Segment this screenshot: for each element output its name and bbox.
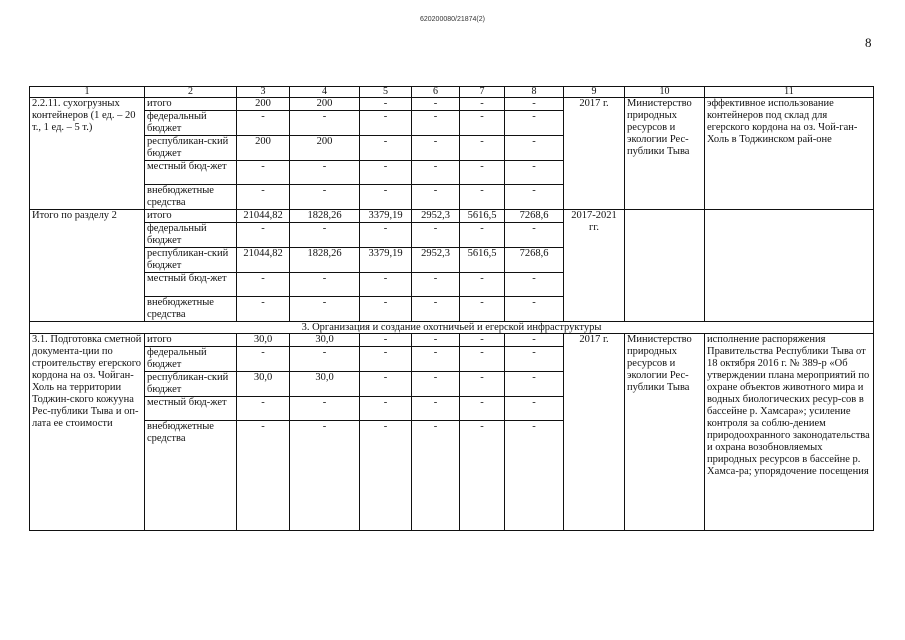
measure-name-cell: 2.2.11. сухогрузных контейнеров (1 ед. – 20 т., 1 ед. – 5 т.) (30, 98, 145, 210)
table-row (30, 334, 874, 347)
amount-cell: - (412, 185, 460, 210)
amount-cell: - (360, 334, 412, 347)
amount-cell: - (460, 297, 505, 322)
amount-cell: - (460, 161, 505, 185)
amount-cell: - (505, 98, 564, 111)
amount-cell: - (505, 372, 564, 397)
amount-cell: - (360, 98, 412, 111)
amount-cell: - (505, 397, 564, 421)
amount-cell: 30,0 (290, 334, 360, 347)
amount-cell: - (290, 421, 360, 531)
amount-cell: - (360, 161, 412, 185)
amount-cell: - (460, 421, 505, 531)
amount-cell: 30,0 (290, 372, 360, 397)
amount-cell: - (290, 111, 360, 136)
amount-cell: - (412, 98, 460, 111)
column-header: 5 (360, 87, 412, 98)
amount-cell: - (412, 223, 460, 248)
amount-cell: - (237, 111, 290, 136)
column-header: 2 (145, 87, 237, 98)
executor-cell: Министерство природных ресурсов и экологии Рес-публики Тыва (625, 98, 705, 210)
amount-cell: - (360, 397, 412, 421)
amount-cell: - (412, 297, 460, 322)
amount-cell: - (505, 273, 564, 297)
amount-cell: 2952,3 (412, 248, 460, 273)
amount-cell: - (360, 347, 412, 372)
amount-cell: 3379,19 (360, 248, 412, 273)
amount-cell: - (412, 347, 460, 372)
amount-cell: 5616,5 (460, 248, 505, 273)
amount-cell: - (412, 372, 460, 397)
amount-cell: - (360, 136, 412, 161)
result-cell: исполнение распоряжения Правительства Республики Тыва от 18 октября 2016 г. № 389-р «Об утверждении плана мероприятий по охране объектов животного мира и водных биологических ресур-сов в бассейне р. Хамсара»; усиление контроля за соблю-дением природоохранного законодательства и охрана возобновляемых природных ресурсов в бассейне р. Хамса-ра; упорядочение посещения (705, 334, 874, 531)
amount-cell: - (460, 372, 505, 397)
amount-cell: - (505, 161, 564, 185)
amount-cell: 1828,26 (290, 210, 360, 223)
amount-cell: 200 (237, 98, 290, 111)
amount-cell: - (237, 185, 290, 210)
funding-source-cell: внебюджетные средства (145, 185, 237, 210)
funding-source-cell: федеральный бюджет (145, 347, 237, 372)
column-header: 6 (412, 87, 460, 98)
section-title: 3. Организация и создание охотничьей и егерской инфраструктуры (30, 322, 874, 334)
document-id: 620200080/21874(2) (419, 16, 485, 23)
amount-cell: 200 (237, 136, 290, 161)
amount-cell: - (360, 421, 412, 531)
amount-cell: - (360, 223, 412, 248)
amount-cell: - (290, 297, 360, 322)
amount-cell: 2952,3 (412, 210, 460, 223)
amount-cell: - (360, 273, 412, 297)
funding-source-cell: местный бюд-жет (145, 273, 237, 297)
funding-source-cell: республикан-ский бюджет (145, 248, 237, 273)
amount-cell: 7268,6 (505, 248, 564, 273)
amount-cell: - (460, 223, 505, 248)
amount-cell: - (505, 223, 564, 248)
period-cell: 2017 г. (564, 334, 625, 531)
amount-cell: 30,0 (237, 334, 290, 347)
measure-name-cell: Итого по разделу 2 (30, 210, 145, 322)
column-header: 7 (460, 87, 505, 98)
amount-cell: - (460, 273, 505, 297)
amount-cell: - (237, 297, 290, 322)
period-cell: 2017 г. (564, 98, 625, 210)
table-row (30, 210, 874, 223)
funding-source-cell: итого (145, 334, 237, 347)
amount-cell: - (290, 185, 360, 210)
result-cell (705, 210, 874, 322)
column-header: 4 (290, 87, 360, 98)
amount-cell: - (290, 161, 360, 185)
column-header: 10 (625, 87, 705, 98)
funding-source-cell: федеральный бюджет (145, 223, 237, 248)
funding-source-cell: внебюджетные средства (145, 297, 237, 322)
amount-cell: - (290, 273, 360, 297)
amount-cell: - (505, 111, 564, 136)
amount-cell: - (460, 397, 505, 421)
amount-cell: - (360, 111, 412, 136)
column-header: 8 (505, 87, 564, 98)
amount-cell: - (460, 185, 505, 210)
amount-cell: - (237, 397, 290, 421)
amount-cell: - (412, 161, 460, 185)
amount-cell: - (412, 397, 460, 421)
amount-cell: - (505, 347, 564, 372)
amount-cell: - (460, 334, 505, 347)
amount-cell: 1828,26 (290, 248, 360, 273)
amount-cell: - (460, 136, 505, 161)
table-body (30, 87, 874, 531)
amount-cell: - (237, 161, 290, 185)
amount-cell: - (290, 397, 360, 421)
amount-cell: - (460, 111, 505, 136)
measure-name-cell: 3.1. Подготовка сметной документа-ции по строительству егерского кордона на оз. Чойган-Холь на территории Тоджин-ского кожууна Рес-публики Тыва и оп-лата ее стоимости (30, 334, 145, 531)
amount-cell: - (412, 334, 460, 347)
column-header: 1 (30, 87, 145, 98)
funding-source-cell: итого (145, 98, 237, 111)
executor-cell: Министерство природных ресурсов и экологии Рес-публики Тыва (625, 334, 705, 531)
section-title-row (30, 322, 874, 334)
result-cell: эффективное использование контейнеров под склад для егерского кордона на оз. Чой-ган-Холь в Тоджинском рай-оне (705, 98, 874, 210)
amount-cell: - (460, 347, 505, 372)
amount-cell: 30,0 (237, 372, 290, 397)
column-header: 11 (705, 87, 874, 98)
amount-cell: - (460, 98, 505, 111)
amount-cell: - (505, 421, 564, 531)
funding-source-cell: местный бюд-жет (145, 397, 237, 421)
table-row (30, 98, 874, 111)
amount-cell: - (237, 223, 290, 248)
amount-cell: - (360, 185, 412, 210)
funding-source-cell: внебюджетные средства (145, 421, 237, 531)
amount-cell: - (290, 347, 360, 372)
period-cell: 2017-2021 гг. (564, 210, 625, 322)
amount-cell: - (360, 372, 412, 397)
amount-cell: - (505, 334, 564, 347)
funding-source-cell: итого (145, 210, 237, 223)
amount-cell: - (237, 347, 290, 372)
program-table (29, 86, 874, 531)
amount-cell: 200 (290, 98, 360, 111)
funding-source-cell: федеральный бюджет (145, 111, 237, 136)
column-header: 3 (237, 87, 290, 98)
amount-cell: - (237, 273, 290, 297)
amount-cell: 21044,82 (237, 248, 290, 273)
executor-cell (625, 210, 705, 322)
amount-cell: - (412, 273, 460, 297)
amount-cell: - (412, 111, 460, 136)
amount-cell: 7268,6 (505, 210, 564, 223)
column-header: 9 (564, 87, 625, 98)
amount-cell: - (412, 136, 460, 161)
amount-cell: 3379,19 (360, 210, 412, 223)
amount-cell: - (505, 185, 564, 210)
amount-cell: - (505, 136, 564, 161)
amount-cell: 21044,82 (237, 210, 290, 223)
amount-cell: - (505, 297, 564, 322)
amount-cell: - (412, 421, 460, 531)
amount-cell: - (237, 421, 290, 531)
funding-source-cell: республикан-ский бюджет (145, 136, 237, 161)
amount-cell: - (290, 223, 360, 248)
page-number: 8 (865, 35, 872, 50)
amount-cell: 5616,5 (460, 210, 505, 223)
amount-cell: - (360, 297, 412, 322)
amount-cell: 200 (290, 136, 360, 161)
funding-source-cell: местный бюд-жет (145, 161, 237, 185)
column-header-row (30, 87, 874, 98)
funding-source-cell: республикан-ский бюджет (145, 372, 237, 397)
